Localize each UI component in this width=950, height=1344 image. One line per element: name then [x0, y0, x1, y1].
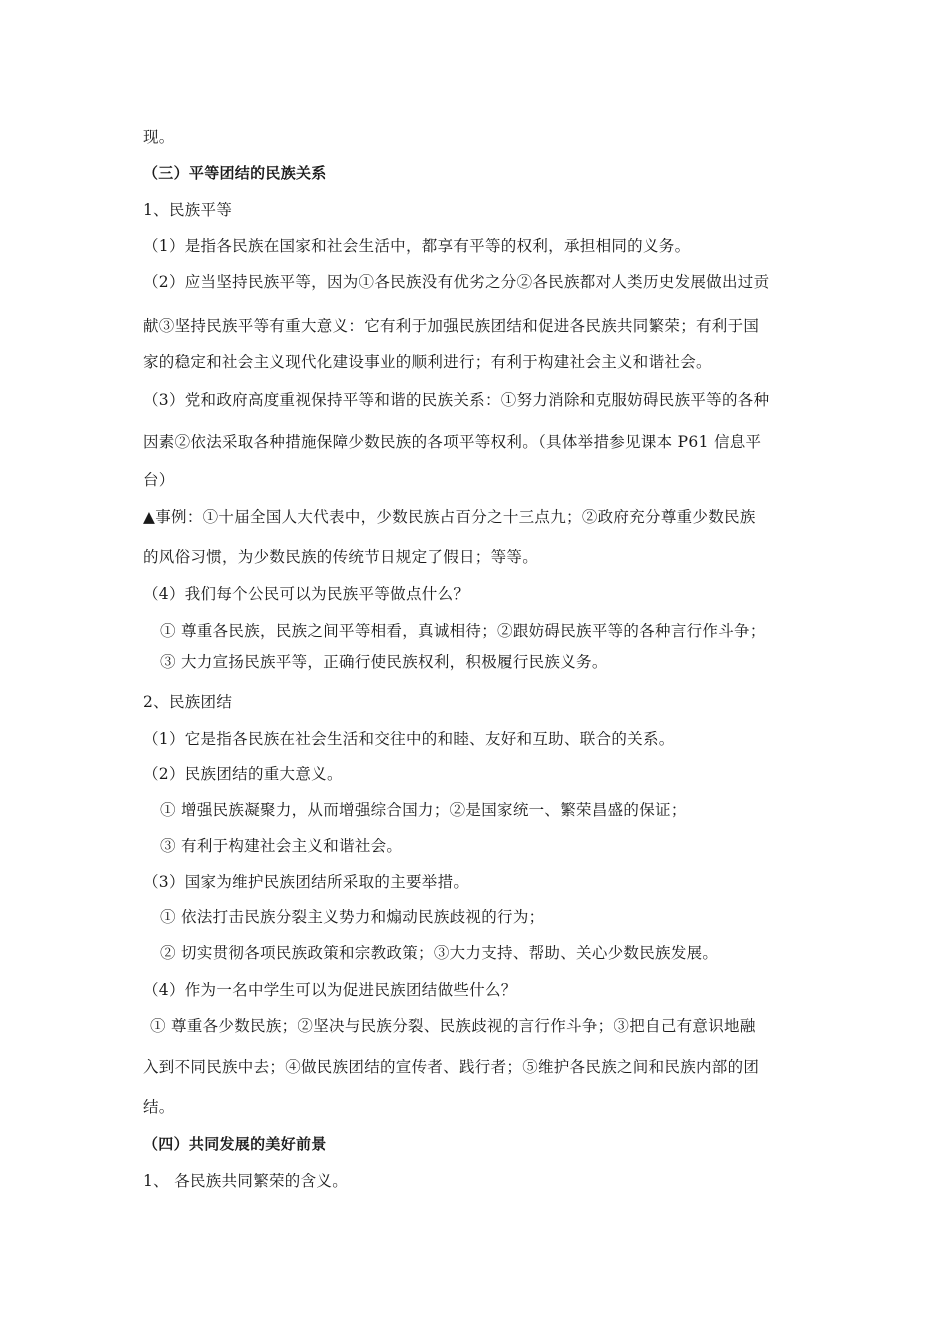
text-line: 结。: [143, 1098, 175, 1116]
text-line: ① 依法打击民族分裂主义势力和煽动民族歧视的行为；: [160, 908, 545, 926]
subsection-heading: 1、 各民族共同繁荣的含义。: [143, 1172, 348, 1190]
text-line: ① 尊重各少数民族；②坚决与民族分裂、民族歧视的言行作斗争；③把自己有意识地融: [150, 1017, 756, 1035]
section-heading: （三）平等团结的民族关系: [143, 164, 327, 182]
text-line: 入到不同民族中去；④做民族团结的宣传者、践行者；⑤维护各民族之间和民族内部的团: [143, 1058, 760, 1076]
text-line: 因素②依法采取各种措施保障少数民族的各项平等权利。（具体举措参见课本 P61 信息平: [143, 433, 762, 451]
subsection-heading: 2、民族团结: [143, 693, 233, 711]
text-line: （1）是指各民族在国家和社会生活中，都享有平等的权利，承担相同的义务。: [143, 237, 691, 255]
text-line: （1）它是指各民族在社会生活和交往中的和睦、友好和互助、联合的关系。: [143, 730, 675, 748]
text-line: ③ 大力宣扬民族平等，正确行使民族权利，积极履行民族义务。: [160, 653, 608, 671]
text-line: （2）民族团结的重大意义。: [143, 765, 343, 783]
text-line: 的风俗习惯，为少数民族的传统节日规定了假日；等等。: [143, 548, 539, 566]
text-line: （3）党和政府高度重视保持平等和谐的民族关系：①努力消除和克服妨碍民族平等的各种: [143, 391, 770, 409]
subsection-heading: 1、民族平等: [143, 201, 233, 219]
text-line: 现。: [143, 128, 175, 146]
text-line: 台）: [143, 471, 175, 489]
text-line: （3）国家为维护民族团结所采取的主要举措。: [143, 873, 470, 891]
text-line: （4）我们每个公民可以为民族平等做点什么？: [143, 585, 470, 603]
text-line: ① 增强民族凝聚力，从而增强综合国力；②是国家统一、繁荣昌盛的保证；: [160, 801, 687, 819]
text-line: ③ 有利于构建社会主义和谐社会。: [160, 837, 403, 855]
text-line: （4）作为一名中学生可以为促进民族团结做些什么？: [143, 981, 517, 999]
text-line: 家的稳定和社会主义现代化建设事业的顺利进行；有利于构建社会主义和谐社会。: [143, 353, 712, 371]
text-line: ▲事例：①十届全国人大代表中，少数民族占百分之十三点九；②政府充分尊重少数民族: [143, 508, 756, 526]
text-line: ① 尊重各民族，民族之间平等相看，真诚相待；②跟妨碍民族平等的各种言行作斗争；: [160, 622, 766, 640]
text-line: （2）应当坚持民族平等，因为①各民族没有优劣之分②各民族都对人类历史发展做出过贡: [143, 273, 770, 291]
text-line: ② 切实贯彻各项民族政策和宗教政策；③大力支持、帮助、关心少数民族发展。: [160, 944, 719, 962]
text-line: 献③坚持民族平等有重大意义：它有利于加强民族团结和促进各民族共同繁荣；有利于国: [143, 317, 760, 335]
section-heading: （四）共同发展的美好前景: [143, 1135, 327, 1153]
